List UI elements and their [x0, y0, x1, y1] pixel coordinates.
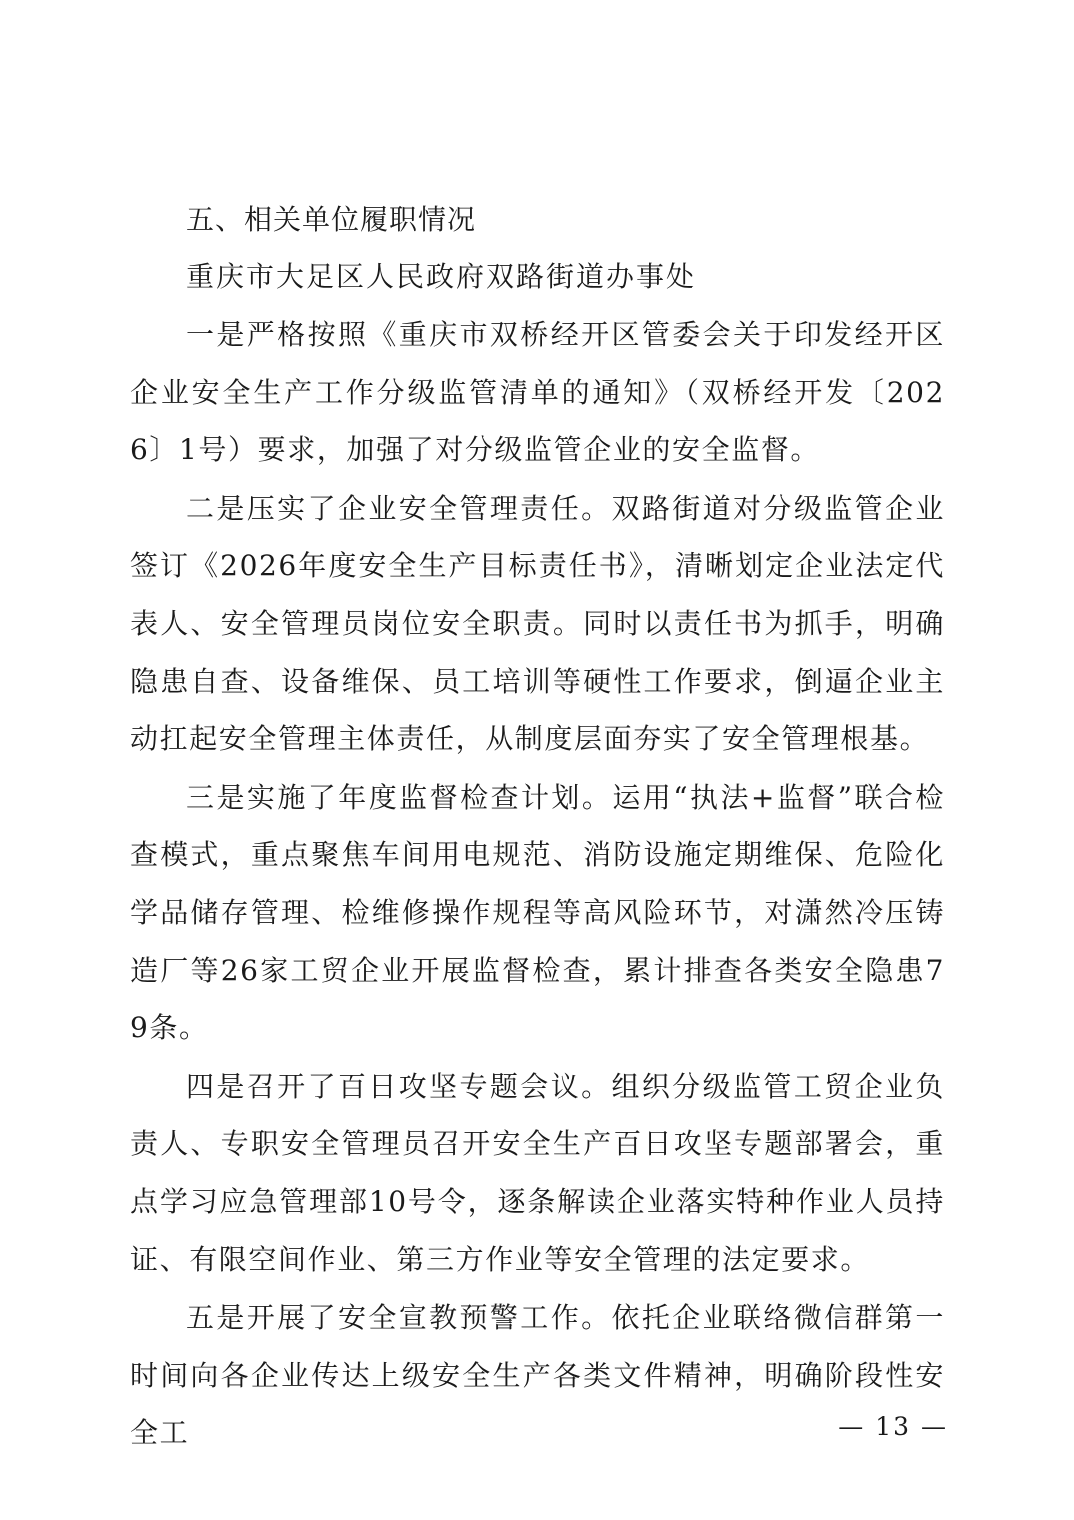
section-heading: 五、相关单位履职情况 — [186, 203, 477, 236]
organization-name: 重庆市大足区人民政府双路街道办事处 — [186, 260, 697, 293]
paragraph-4: 四是召开了百日攻坚专题会议。组织分级监管工贸企业负责人、专职安全管理员召开安全生产百日攻坚专题部署会，重点学习应急管理部10号令，逐条解读企业落实特种作业人员持证、有限空间作业、第三方作业等安全管理的法定要求。 — [130, 1069, 945, 1276]
paragraph-2: 二是压实了企业安全管理责任。双路街道对分级监管企业签订《2026年度安全生产目标责任书》，清晰划定企业法定代表人、安全管理员岗位安全职责。同时以责任书为抓手，明确隐患自查、设备维保、员工培训等硬性工作要求，倒逼企业主动扛起安全管理主体责任，从制度层面夯实了安全管理根基。 — [130, 491, 945, 756]
paragraph-5: 五是开展了安全宣教预警工作。依托企业联络微信群第一时间向各企业传达上级安全生产各类文件精神，明确阶段性安全工 — [130, 1301, 945, 1450]
paragraph-1: 一是严格按照《重庆市双桥经开区管委会关于印发经开区企业安全生产工作分级监管清单的通知》（双桥经开发〔2026〕1号）要求，加强了对分级监管企业的安全监督。 — [130, 318, 945, 467]
page-number: — 13 — — [838, 1412, 948, 1441]
paragraph-3: 三是实施了年度监督检查计划。运用“执法+监督”联合检查模式，重点聚焦车间用电规范、消防设施定期维保、危险化学品储存管理、检维修操作规程等高风险环节，对潇然冷压铸造厂等26家工贸企业开展监督检查，累计排查各类安全隐患79条。 — [130, 780, 945, 1045]
page-body — [130, 192, 945, 1462]
